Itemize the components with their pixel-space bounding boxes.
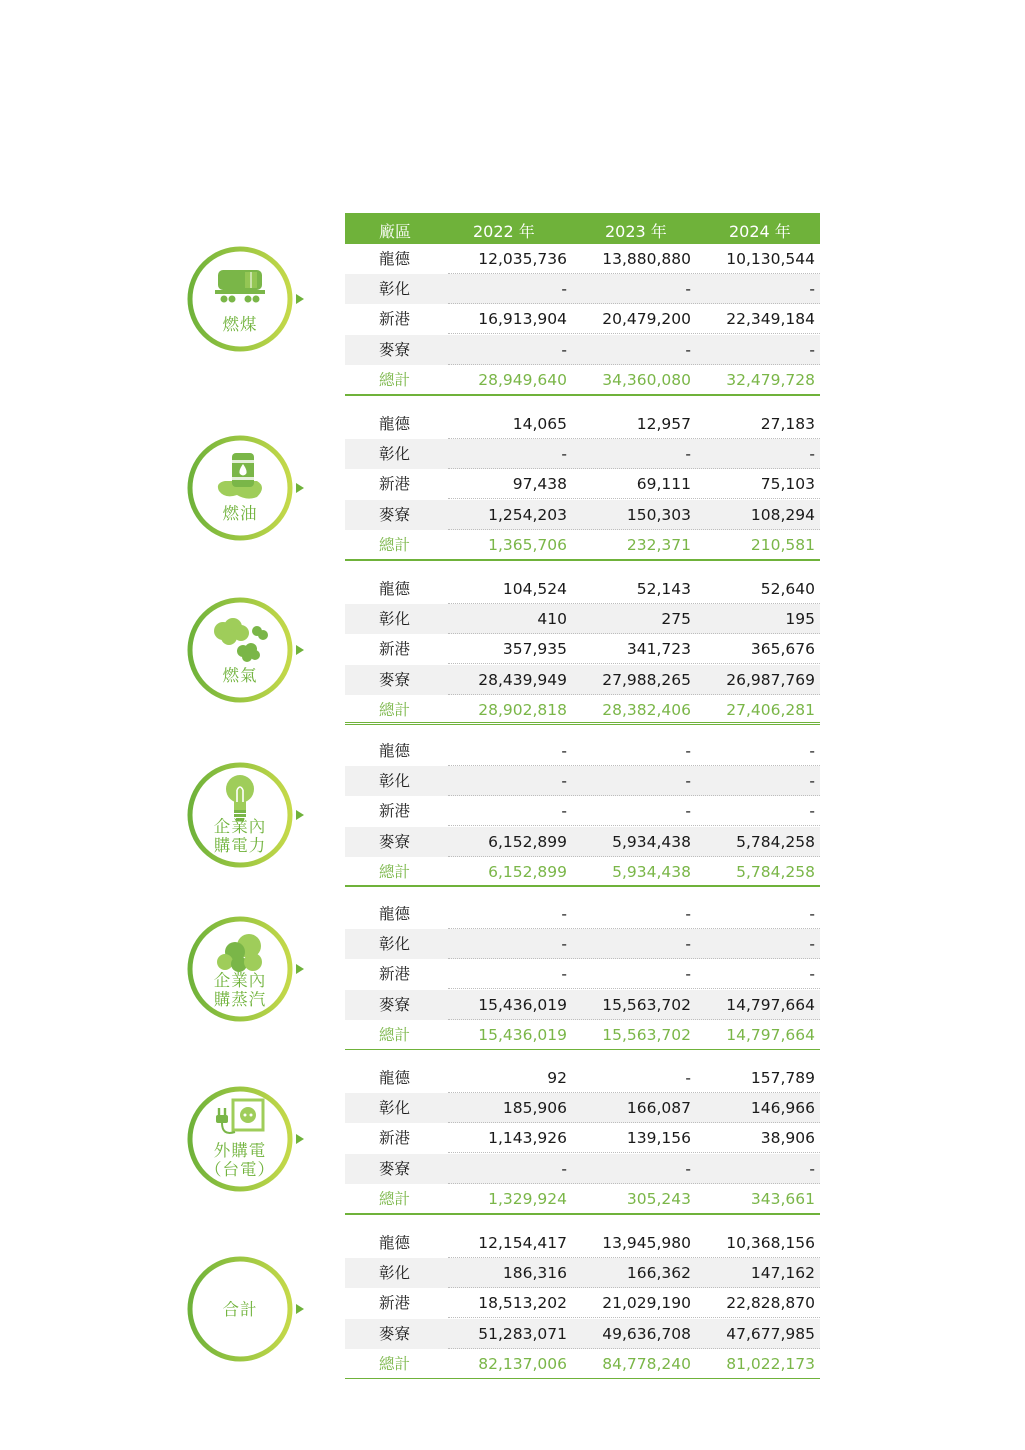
plant-name-cell: 總計 <box>379 535 411 554</box>
value-cell: 28,902,818 <box>478 700 567 719</box>
table-row <box>345 274 820 304</box>
header-plant: 廠區 <box>379 222 412 241</box>
value-cell: - <box>561 445 567 464</box>
value-cell: 410 <box>537 610 567 629</box>
value-cell: - <box>561 965 567 984</box>
section-top-rule <box>345 395 820 396</box>
value-cell: 232,371 <box>626 535 691 554</box>
table-row <box>345 1228 820 1258</box>
plant-name-cell: 麥寮 <box>379 505 411 524</box>
total-row <box>345 1349 820 1379</box>
value-cell: 16,913,904 <box>478 310 567 329</box>
plant-name-cell: 新港 <box>379 1294 411 1313</box>
value-cell: 14,065 <box>512 415 567 433</box>
value-cell: 341,723 <box>626 640 691 659</box>
badge-label: 外購電 <box>213 1141 267 1160</box>
badge-label: 購蒸汽 <box>213 990 267 1009</box>
value-cell: 49,636,708 <box>602 1324 691 1343</box>
plant-name-cell: 總計 <box>379 1189 411 1208</box>
value-cell: - <box>809 935 815 954</box>
badge-label: （台電） <box>205 1160 275 1179</box>
plant-name-cell: 麥寮 <box>379 995 411 1014</box>
value-cell: 1,365,706 <box>488 535 567 554</box>
value-cell: - <box>561 935 567 954</box>
table-row <box>345 500 820 530</box>
badge-label: 企業內 <box>213 971 267 990</box>
value-cell: 82,137,006 <box>478 1354 567 1373</box>
header-year-2022: 2022 年 <box>473 222 535 241</box>
plant-name-cell: 彰化 <box>379 935 411 954</box>
value-cell: 10,368,156 <box>726 1234 815 1252</box>
value-cell: - <box>685 445 691 464</box>
value-cell: - <box>685 340 691 359</box>
value-cell: 26,987,769 <box>726 670 815 689</box>
plant-name-cell: 總計 <box>379 1354 411 1373</box>
badge-label: 燃氣 <box>222 666 258 685</box>
value-cell: 34,360,080 <box>602 370 691 389</box>
value-cell: 104,524 <box>502 580 567 598</box>
badge-label: 燃煤 <box>222 315 258 334</box>
value-cell: 5,784,258 <box>736 832 815 851</box>
plant-name-cell: 總計 <box>379 700 411 719</box>
table-row <box>345 439 820 469</box>
value-cell: 166,362 <box>626 1264 691 1283</box>
plant-name-cell: 龍德 <box>379 415 411 433</box>
value-cell: 1,143,926 <box>488 1129 567 1148</box>
value-cell: - <box>561 802 567 821</box>
value-cell: 15,436,019 <box>478 1025 567 1044</box>
value-cell: 108,294 <box>750 505 815 524</box>
value-cell: - <box>809 340 815 359</box>
value-cell: - <box>809 802 815 821</box>
total-row <box>345 530 820 560</box>
value-cell: 18,513,202 <box>478 1294 567 1313</box>
table-row <box>345 929 820 959</box>
header-year-2024: 2024 年 <box>729 222 791 241</box>
plant-name-cell: 彰化 <box>379 772 411 791</box>
value-cell: - <box>809 1159 815 1178</box>
value-cell: 38,906 <box>760 1129 815 1148</box>
section-top-rule <box>345 560 820 561</box>
value-cell: 51,283,071 <box>478 1324 567 1343</box>
light-bulb-icon <box>226 775 254 821</box>
section-top-rule <box>345 885 820 886</box>
value-cell: - <box>809 772 815 791</box>
table-row <box>345 766 820 796</box>
table-row <box>345 959 820 989</box>
value-cell: 13,945,980 <box>602 1234 691 1252</box>
value-cell: - <box>561 772 567 791</box>
value-cell: 12,154,417 <box>478 1234 567 1252</box>
plant-name-cell: 彰化 <box>379 610 411 629</box>
value-cell: 150,303 <box>626 505 691 524</box>
energy-category-badge <box>187 762 293 868</box>
value-cell: 139,156 <box>626 1129 691 1148</box>
value-cell: - <box>685 965 691 984</box>
value-cell: 52,143 <box>636 580 691 598</box>
value-cell: 357,935 <box>502 640 567 659</box>
table-row <box>345 634 820 664</box>
table-row <box>345 1288 820 1318</box>
value-cell: - <box>561 340 567 359</box>
value-cell: 47,677,985 <box>726 1324 815 1343</box>
badge-label: 燃油 <box>222 504 258 523</box>
plant-name-cell: 麥寮 <box>379 670 411 689</box>
steam-cloud-icon <box>217 934 262 972</box>
badge-label: 合計 <box>222 1300 258 1319</box>
value-cell: 81,022,173 <box>726 1354 815 1373</box>
gas-cloud-icon <box>214 618 268 662</box>
value-cell: 195 <box>785 610 815 629</box>
value-cell: 12,957 <box>636 415 691 433</box>
value-cell: 75,103 <box>760 475 815 494</box>
plant-name-cell: 麥寮 <box>379 1324 411 1343</box>
value-cell: 92 <box>547 1069 567 1087</box>
value-cell: - <box>685 742 691 760</box>
badge-label: 購電力 <box>213 836 267 855</box>
plant-name-cell: 新港 <box>379 965 411 984</box>
value-cell: 14,797,664 <box>726 995 815 1014</box>
value-cell: 27,988,265 <box>602 670 691 689</box>
oil-barrel-icon <box>218 453 262 499</box>
plant-name-cell: 彰化 <box>379 280 411 299</box>
table-header <box>345 213 820 244</box>
value-cell: 5,934,438 <box>612 832 691 851</box>
table-row <box>345 574 820 604</box>
value-cell: 1,254,203 <box>488 505 567 524</box>
table-row <box>345 1258 820 1288</box>
table-row <box>345 1154 820 1184</box>
value-cell: 305,243 <box>626 1189 691 1208</box>
energy-category-badge <box>187 597 293 703</box>
value-cell: 343,661 <box>750 1189 815 1208</box>
plant-name-cell: 麥寮 <box>379 1159 411 1178</box>
energy-category-badge <box>187 435 293 541</box>
coal-railcar-icon <box>215 270 265 303</box>
value-cell: - <box>809 905 815 923</box>
value-cell: 84,778,240 <box>602 1354 691 1373</box>
plant-name-cell: 龍德 <box>379 580 411 598</box>
plant-name-cell: 龍德 <box>379 250 411 268</box>
plant-name-cell: 總計 <box>379 370 411 389</box>
value-cell: 97,438 <box>512 475 567 494</box>
plant-name-cell: 龍德 <box>379 742 411 760</box>
value-cell: 27,406,281 <box>726 700 815 719</box>
badge-label: 企業內 <box>213 817 267 836</box>
table-row <box>345 1093 820 1123</box>
value-cell: - <box>685 1069 691 1087</box>
table-row <box>345 469 820 499</box>
value-cell: - <box>561 905 567 923</box>
value-cell: 27,183 <box>760 415 815 433</box>
value-cell: 22,828,870 <box>726 1294 815 1313</box>
value-cell: - <box>685 802 691 821</box>
value-cell: - <box>809 965 815 984</box>
value-cell: 1,329,924 <box>488 1189 567 1208</box>
table-row <box>345 665 820 695</box>
value-cell: 52,640 <box>760 580 815 598</box>
value-cell: 146,966 <box>750 1099 815 1118</box>
value-cell: - <box>685 280 691 299</box>
plant-name-cell: 新港 <box>379 640 411 659</box>
value-cell: 186,316 <box>502 1264 567 1283</box>
value-cell: 12,035,736 <box>478 250 567 268</box>
value-cell: 6,152,899 <box>488 862 567 881</box>
value-cell: 28,439,949 <box>478 670 567 689</box>
table-row <box>345 604 820 634</box>
energy-category-badge <box>187 1086 293 1192</box>
value-cell: 5,934,438 <box>612 862 691 881</box>
plant-name-cell: 彰化 <box>379 1099 411 1118</box>
value-cell: 10,130,544 <box>726 250 815 268</box>
table-row <box>345 1123 820 1153</box>
value-cell: - <box>685 772 691 791</box>
value-cell: 32,479,728 <box>726 370 815 389</box>
value-cell: - <box>809 280 815 299</box>
value-cell: 6,152,899 <box>488 832 567 851</box>
value-cell: 20,479,200 <box>602 310 691 329</box>
plant-name-cell: 新港 <box>379 802 411 821</box>
plant-name-cell: 總計 <box>379 862 411 881</box>
total-row <box>345 857 820 887</box>
value-cell: 15,563,702 <box>602 995 691 1014</box>
value-cell: 147,162 <box>750 1264 815 1283</box>
value-cell: 166,087 <box>626 1099 691 1118</box>
value-cell: 365,676 <box>750 640 815 659</box>
table-row <box>345 244 820 274</box>
section-top-rule <box>345 1049 820 1050</box>
value-cell: 28,949,640 <box>478 370 567 389</box>
power-plug-icon <box>216 1100 263 1133</box>
value-cell: - <box>809 742 815 760</box>
value-cell: 5,784,258 <box>736 862 815 881</box>
section-top-rule <box>345 722 820 723</box>
value-cell: 275 <box>661 610 691 629</box>
value-cell: 185,906 <box>502 1099 567 1118</box>
value-cell: 13,880,880 <box>602 250 691 268</box>
total-row <box>345 695 820 725</box>
plant-name-cell: 麥寮 <box>379 832 411 851</box>
plant-name-cell: 麥寮 <box>379 340 411 359</box>
table-row <box>345 1063 820 1093</box>
total-row <box>345 1184 820 1214</box>
value-cell: 157,789 <box>750 1069 815 1087</box>
value-cell: 21,029,190 <box>602 1294 691 1313</box>
value-cell: 69,111 <box>636 475 691 494</box>
table-row <box>345 1319 820 1349</box>
energy-category-badge <box>187 246 293 352</box>
value-cell: - <box>685 935 691 954</box>
table-row <box>345 796 820 826</box>
table-row <box>345 990 820 1020</box>
value-cell: - <box>685 905 691 923</box>
plant-name-cell: 龍德 <box>379 905 411 923</box>
header-year-2023: 2023 年 <box>605 222 667 241</box>
table-row <box>345 409 820 439</box>
value-cell: - <box>685 1159 691 1178</box>
value-cell: - <box>561 742 567 760</box>
plant-name-cell: 總計 <box>379 1025 411 1044</box>
value-cell: 15,563,702 <box>602 1025 691 1044</box>
value-cell: - <box>561 280 567 299</box>
value-cell: - <box>561 1159 567 1178</box>
total-row <box>345 365 820 395</box>
plant-name-cell: 龍德 <box>379 1069 411 1087</box>
value-cell: 22,349,184 <box>726 310 815 329</box>
value-cell: 14,797,664 <box>726 1025 815 1044</box>
plant-name-cell: 新港 <box>379 1129 411 1148</box>
total-row <box>345 1020 820 1050</box>
plant-name-cell: 龍德 <box>379 1234 411 1252</box>
plant-name-cell: 新港 <box>379 475 411 494</box>
plant-name-cell: 彰化 <box>379 1264 411 1283</box>
table-row <box>345 304 820 334</box>
value-cell: 28,382,406 <box>602 700 691 719</box>
energy-category-badge <box>187 1256 293 1362</box>
energy-category-badge <box>187 916 293 1022</box>
value-cell: 210,581 <box>750 535 815 554</box>
plant-name-cell: 新港 <box>379 310 411 329</box>
value-cell: - <box>809 445 815 464</box>
table-row <box>345 335 820 365</box>
plant-name-cell: 彰化 <box>379 445 411 464</box>
section-top-rule <box>345 1214 820 1215</box>
table-row <box>345 899 820 929</box>
table-row <box>345 827 820 857</box>
value-cell: 15,436,019 <box>478 995 567 1014</box>
table-row <box>345 736 820 766</box>
